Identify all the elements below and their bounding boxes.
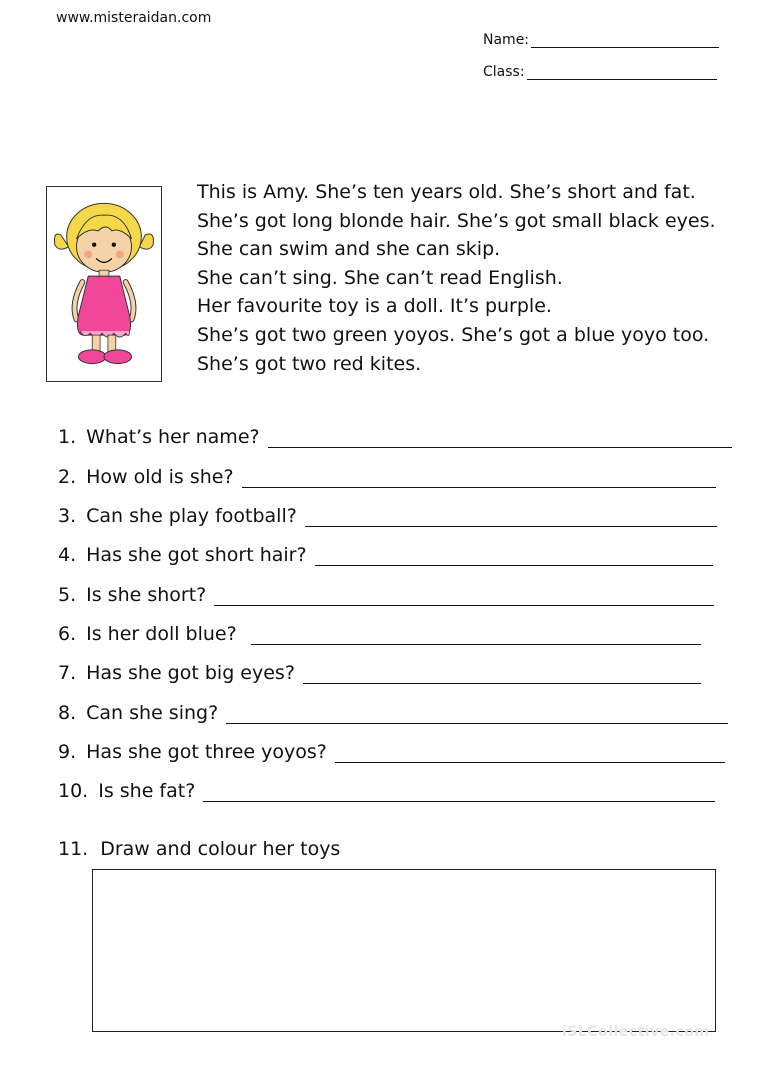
answer-line[interactable] [214, 589, 714, 606]
answer-line[interactable] [251, 628, 701, 645]
question-number: 1. [58, 426, 77, 448]
question-number: 6. [58, 623, 77, 645]
question-text: Has she got three yoyos? [86, 741, 327, 763]
story-line: She’s got two red kites. [197, 352, 422, 375]
story-line: She can’t sing. She can’t read English. [197, 266, 563, 289]
reading-passage [197, 178, 716, 378]
question-10 [58, 780, 715, 802]
drawing-box[interactable] [92, 869, 716, 1032]
question-number: 4. [58, 544, 77, 566]
class-label: Class: [483, 64, 525, 80]
story-line: She’s got two green yoyos. She’s got a blue yoyo too. [197, 323, 710, 346]
question-number: 9. [58, 741, 77, 763]
question-number: 2. [58, 466, 77, 488]
question-4 [58, 544, 713, 566]
question-number: 3. [58, 505, 77, 527]
amy-illustration [46, 186, 162, 382]
question-2 [58, 466, 716, 488]
question-3 [58, 505, 717, 527]
question-text: Has she got big eyes? [86, 662, 295, 684]
question-number: 10. [58, 780, 89, 802]
answer-line[interactable] [305, 510, 717, 527]
name-label: Name: [483, 32, 530, 48]
class-input-line[interactable] [527, 65, 717, 80]
question-8 [58, 702, 728, 724]
story-line: She’s got long blonde hair. She’s got small black eyes. [197, 209, 716, 232]
site-url: www.misteraidan.com [56, 10, 212, 26]
question-text: Can she sing? [86, 702, 219, 724]
draw-task-label [58, 838, 340, 860]
question-text: Is she fat? [98, 780, 196, 802]
answer-line[interactable] [242, 471, 716, 488]
question-text: Is she short? [86, 584, 207, 606]
name-input-line[interactable] [531, 33, 719, 48]
question-number: 8. [58, 702, 77, 724]
question-1 [58, 426, 732, 448]
answer-line[interactable] [268, 431, 732, 448]
class-field[interactable] [483, 64, 717, 80]
answer-line[interactable] [335, 746, 725, 763]
answer-line[interactable] [226, 707, 728, 724]
question-5 [58, 584, 714, 606]
task-text: Draw and colour her toys [100, 838, 341, 860]
question-text: Can she play football? [86, 505, 297, 527]
question-text: Is her doll blue? [86, 623, 237, 645]
story-line: This is Amy. She’s ten years old. She’s short and fat. [197, 181, 696, 203]
question-number: 7. [58, 662, 77, 684]
question-9 [58, 741, 725, 763]
answer-line[interactable] [315, 549, 713, 566]
answer-line[interactable] [303, 667, 701, 684]
answer-line[interactable] [203, 785, 715, 802]
story-line: She can swim and she can skip. [197, 238, 501, 261]
question-7 [58, 662, 701, 684]
story-line: Her favourite toy is a doll. It’s purple. [197, 295, 552, 318]
watermark: iSLCollective.com [562, 1024, 710, 1040]
girl-cartoon-icon [47, 187, 161, 381]
question-text: What’s her name? [86, 426, 260, 448]
question-number: 5. [58, 584, 77, 606]
question-text: How old is she? [86, 466, 234, 488]
question-6 [58, 623, 701, 645]
name-field[interactable] [483, 32, 719, 48]
task-number: 11. [58, 838, 89, 860]
question-text: Has she got short hair? [86, 544, 307, 566]
